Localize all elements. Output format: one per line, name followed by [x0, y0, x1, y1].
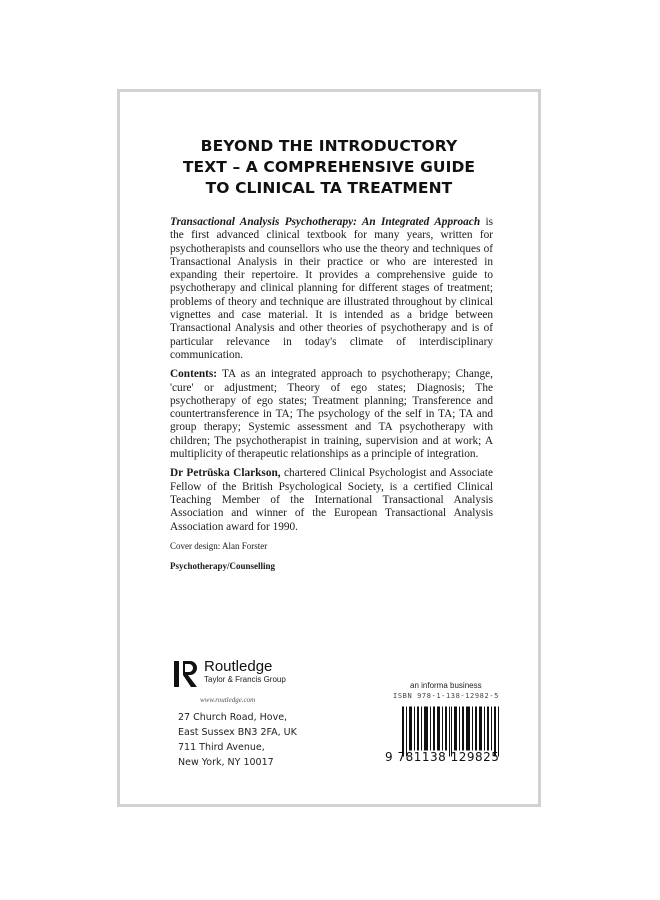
author-name: Dr Petrūska Clarkson,	[170, 467, 281, 480]
address-line: 27 Church Road, Hove,	[178, 712, 288, 723]
author-paragraph	[170, 467, 493, 533]
book-back-cover	[117, 89, 541, 807]
description-paragraph	[170, 216, 493, 362]
contents-label: Contents:	[170, 368, 218, 381]
book-title: Transactional Analysis Psychotherapy: An Integrated Approach	[170, 216, 481, 228]
publisher-name: Routledge	[204, 658, 273, 675]
informa-tagline: an informa business	[410, 681, 482, 690]
subject-category: Psychotherapy/Counselling	[170, 560, 276, 571]
isbn-label: ISBN 978-1-138-12982-5	[393, 692, 499, 700]
address-line: East Sussex BN3 2FA, UK	[178, 727, 297, 738]
barcode-number: 9 781138 129825	[385, 750, 500, 764]
publisher-logo	[174, 659, 286, 689]
headline-line-2: TEXT – A COMPREHENSIVE GUIDE	[182, 158, 476, 176]
publisher-address	[178, 710, 297, 770]
contents-paragraph	[170, 368, 493, 461]
cover-design-credit: Cover design: Alan Forster	[170, 540, 268, 551]
routledge-r-icon	[174, 659, 200, 689]
author-bio: chartered Clinical Psychologist and Associate Fellow of the British Psychological Society, is a certified Clinical Teaching Member of the International Transactional Analysis Association and winner of the European Transactional Analysis Association award for 1990.	[170, 467, 493, 533]
contents-text: TA as an integrated approach to psychotherapy; Change, 'cure' or adjustment; Theory of ego states; Diagnosis; The psychotherapy of ego states; Treatment planning; Transference and countertransference in TA; The psychology of the self in TA; TA and group therapy; Systemic assessment and TA psychotherapy with children; The psychotherapist in training, supervision and at work; A multiplicity of therapeutic relationships as a principle of integration.	[170, 368, 493, 461]
address-line: 711 Third Avenue,	[178, 742, 265, 753]
publisher-url: www.routledge.com	[200, 696, 256, 704]
blurb	[170, 216, 493, 579]
headline-line-3: TO CLINICAL TA TREATMENT	[205, 179, 453, 197]
headline-line-1: BEYOND THE INTRODUCTORY	[200, 137, 458, 155]
cover-headline	[120, 136, 538, 199]
publisher-group: Taylor & Francis Group	[204, 675, 286, 684]
description-text: is the first advanced clinical textbook for many years, written for psychotherapists and counsellors who use the theory and techniques of Transactional Analysis in their practice or who are interested in expanding their repertoire. It provides a comprehensive guide to psychotherapy and clinical planning for different stages of treatment; problems of theory and technique are illustrated throughout by clinical vignettes and case material. It is intended as a bridge between Transactional Analysis and other theories of psychotherapy and is of particular relevance in today's climate of interdisciplinary communication.	[170, 216, 494, 361]
address-line: New York, NY 10017	[178, 757, 274, 768]
